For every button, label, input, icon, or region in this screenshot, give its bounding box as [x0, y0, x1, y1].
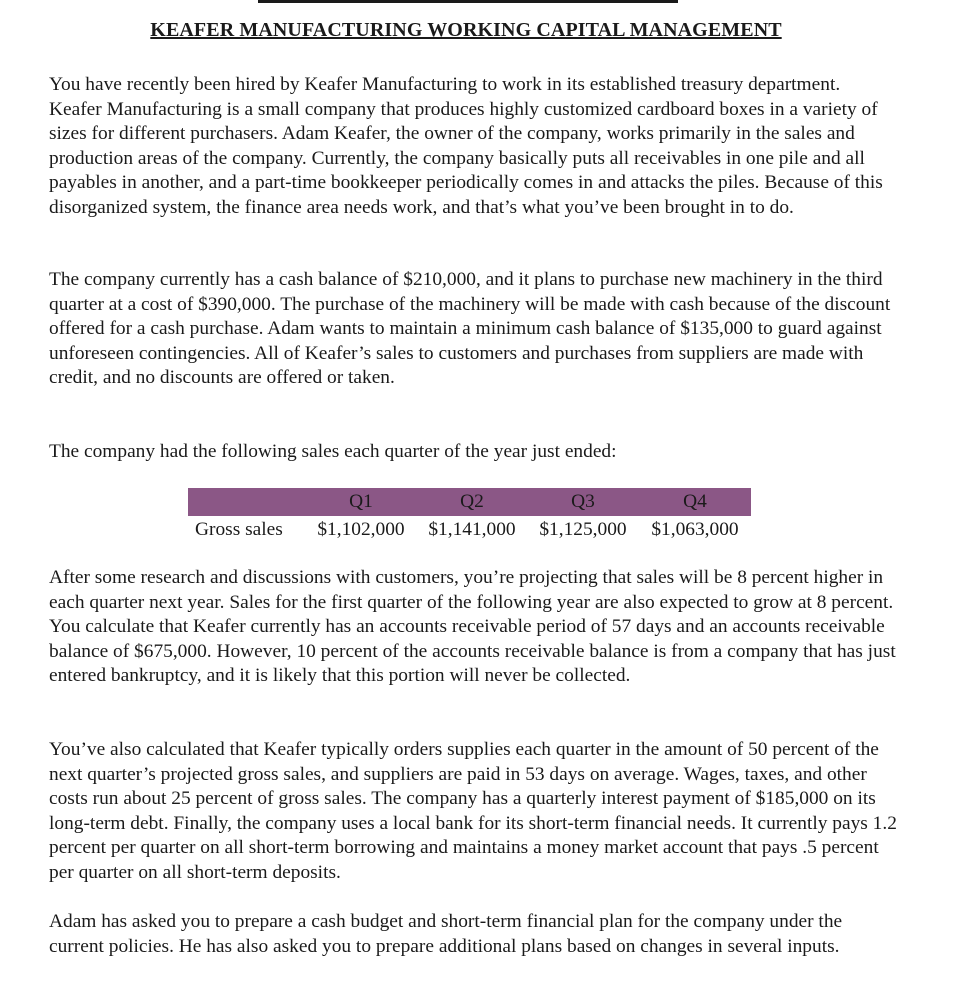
row-label-gross-sales: Gross sales [195, 519, 283, 540]
sales-table [188, 488, 751, 544]
paragraph-costs: You’ve also calculated that Keafer typically orders supplies each quarter in the amount of 50 percent of the next quarter’s projected gross sales, and suppliers are paid in 53 days on average. Wages, taxes, and other costs run about 25 percent of gross sales. The company has a quarterly interest payment of $185,000 on its long-term debt. Finally, the company uses a local bank for its short-term financial needs. It currently pays 1.2 percent per quarter on all short-term borrowing and maintains a money market account that pays .5 percent per quarter on all short-term deposits. [49, 739, 897, 883]
gross-sales-q2: $1,141,000 [428, 519, 516, 540]
header-q3: Q3 [527, 488, 639, 516]
top-rule [258, 0, 678, 3]
gross-sales-q4: $1,063,000 [651, 519, 739, 540]
document-title: KEAFER MANUFACTURING WORKING CAPITAL MANAGEMENT [150, 19, 782, 41]
sales-table-header-row [188, 488, 751, 516]
paragraph-request: Adam has asked you to prepare a cash budget and short-term financial plan for the company under the current policies. He has also asked you to prepare additional plans based on changes in several inputs. [49, 911, 843, 957]
header-q1: Q1 [305, 488, 417, 516]
header-q2: Q2 [417, 488, 527, 516]
paragraph-cash-balance: The company currently has a cash balance of $210,000, and it plans to purchase new machinery in the third quarter at a cost of $390,000. The purchase of the machinery will be made with cash because of the discount offered for a cash purchase. Adam wants to maintain a minimum cash balance of $135,000 to guard against unforeseen contingencies. All of Keafer’s sales to customers and purchases from suppliers are made with credit, and no discounts are offered or taken. [49, 269, 891, 388]
header-blank [188, 488, 305, 516]
gross-sales-row [188, 516, 751, 544]
paragraph-sales-intro: The company had the following sales each quarter of the year just ended: [49, 441, 617, 462]
paragraph-intro: You have recently been hired by Keafer Manufacturing to work in its established treasury department. Keafer Manufacturing is a small company that produces highly customized cardboard boxes in a variety of sizes for different purchasers. Adam Keafer, the owner of the company, works primarily in the sales and production areas of the company. Currently, the company basically puts all receivables in one pile and all payables in another, and a part-time bookkeeper periodically comes in and attacks the piles. Because of this disorganized system, the finance area needs work, and that’s what you’ve been brought in to do. [49, 74, 883, 218]
gross-sales-q1: $1,102,000 [317, 519, 405, 540]
gross-sales-q3: $1,125,000 [539, 519, 627, 540]
paragraph-projections: After some research and discussions with customers, you’re projecting that sales will be 8 percent higher in each quarter next year. Sales for the first quarter of the following year are also expected to grow at 8 percent. You calculate that Keafer currently has an accounts receivable period of 57 days and an accounts receivable balance of $675,000. However, 10 percent of the accounts receivable balance is from a company that has just entered bankruptcy, and it is likely that this portion will never be collected. [49, 567, 896, 686]
header-q4: Q4 [639, 488, 751, 516]
